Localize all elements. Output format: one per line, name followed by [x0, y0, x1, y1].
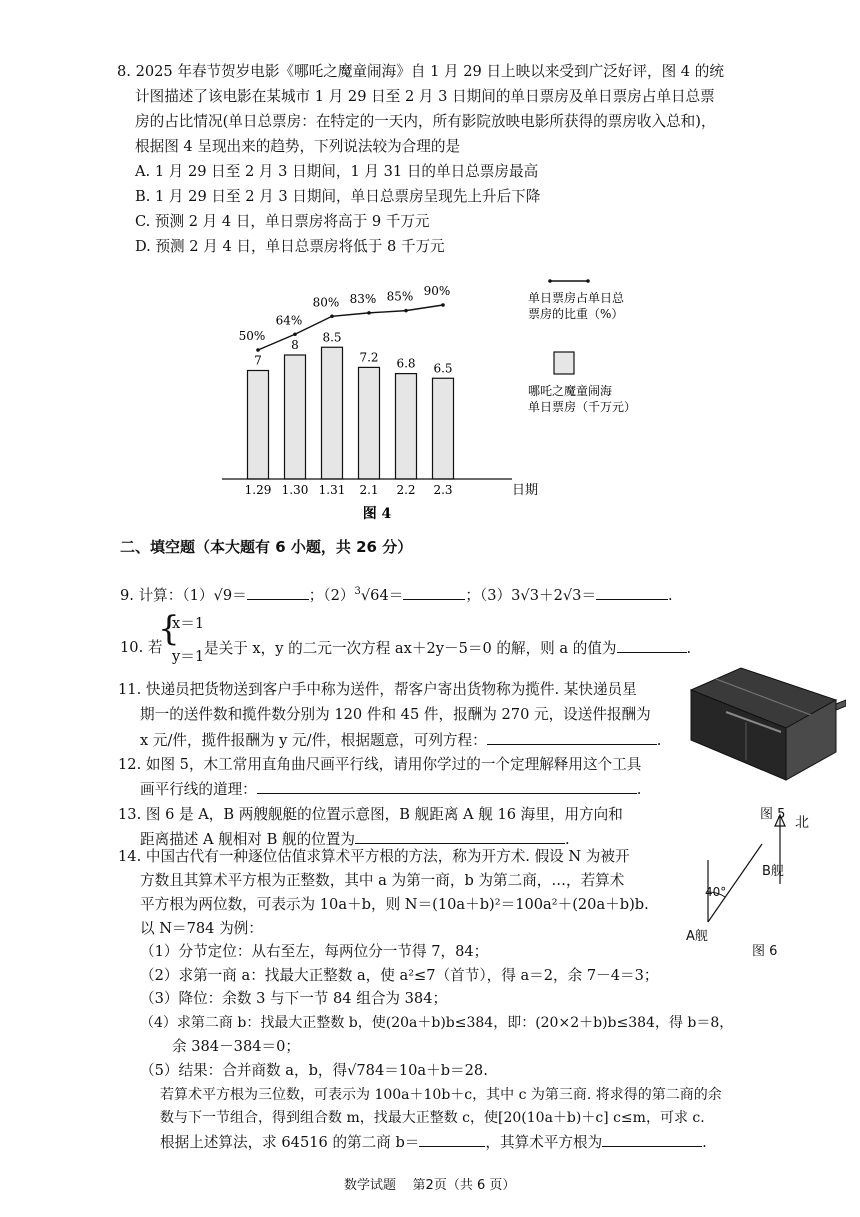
- bar-value-label: 6.5: [433, 361, 453, 376]
- x-tick-label: 1.29: [244, 483, 272, 497]
- q9-part3-label: ；（3）3√3＋2√3＝: [465, 586, 597, 604]
- q14-line-2: 方数且其算术平方根为正整数，其中 a 为第一商，b 为第二商，…，若算术: [140, 872, 625, 889]
- percentage-label: 64%: [275, 313, 303, 328]
- q10-prefix: 10. 若: [120, 639, 163, 656]
- q12-end: .: [636, 781, 642, 798]
- bar-1.29: [248, 371, 269, 480]
- q11-end: .: [656, 732, 662, 749]
- q8-option-b: B. 1 月 29 日至 2 月 3 日期间，单日总票房呈现先上升后下降: [135, 188, 541, 205]
- q11-blank[interactable]: [487, 730, 657, 745]
- legend-bar-marker: [554, 352, 574, 374]
- angle-label: 40°: [705, 885, 727, 899]
- q8-option-d: D. 预测 2 月 4 日，单日总票房将低于 8 千万元: [135, 238, 445, 255]
- figure-5-image: [686, 660, 846, 810]
- q11-line-3: [140, 730, 661, 751]
- q8-option-c: C. 预测 2 月 4 日，单日票房将高于 9 千万元: [135, 213, 430, 230]
- percentage-line: [258, 305, 443, 350]
- q12-blank[interactable]: [257, 779, 637, 794]
- q14-mid: ，其算术平方根为: [485, 1134, 603, 1151]
- section-2-title: 二、填空题（本大题有 6 小题，共 26 分）: [120, 538, 413, 556]
- q11-line-3-text: x 元/件，揽件报酬为 y 元/件，根据题意，可列方程：: [140, 732, 487, 749]
- x-tick-label: 1.30: [281, 483, 309, 497]
- x-tick-label: 2.2: [396, 483, 416, 497]
- x-tick-label: 1.31: [318, 483, 346, 497]
- footer-page: 第2页（共 6 页）: [412, 1178, 516, 1193]
- q10-condition-y: y＝1: [172, 648, 205, 665]
- legend-line-label-2: 票房的比重（%）: [528, 307, 624, 321]
- bar-1.30: [285, 355, 306, 479]
- q10-brace: {: [158, 609, 180, 649]
- q9-cube-index: 3: [354, 586, 361, 597]
- percentage-label: 83%: [349, 291, 377, 306]
- q11-line-2: 期一的送件数和揽件数分别为 120 件和 45 件，报酬为 270 元，设送件报酬为: [140, 706, 651, 723]
- q12-line-2: [140, 779, 641, 800]
- ship-b-label: B舰: [762, 864, 784, 879]
- q9-sqrt9: √9＝: [213, 586, 247, 604]
- q13-line-1: 13. 图 6 是 A，B 两艘舰艇的位置示意图，B 舰距离 A 舰 16 海里，用方向和: [118, 806, 623, 823]
- bar-2.1: [359, 367, 380, 479]
- q8-line-4: 根据图 4 呈现出来的趋势，下列说法较为合理的是: [135, 138, 461, 155]
- bar-value-label: 6.8: [396, 356, 416, 371]
- q13-line-2-text: 距离描述 A 舰相对 B 舰的位置为: [140, 831, 355, 848]
- bar-value-label: 7: [254, 353, 262, 368]
- q8-option-a: A. 1 月 29 日至 2 月 3 日期间，1 月 31 日的单日总票房最高: [135, 163, 539, 180]
- q14-line-13-text: 根据上述算法，求 64516 的第二商 b＝: [160, 1134, 420, 1151]
- q11-line-1: 11. 快递员把货物送到客户手中称为送件，帮客户寄出货物称为揽件. 某快递员星: [118, 681, 637, 698]
- legend-bar-label-1: 哪吒之魔童闹海: [528, 384, 613, 398]
- percentage-point: [441, 303, 445, 307]
- x-tick-label: 2.3: [433, 483, 453, 497]
- q8-line-2: 计图描述了该电影在某城市 1 月 29 日至 2 月 3 日期间的单日票房及单日票房占单日总票: [135, 88, 715, 105]
- bar-value-label: 7.2: [359, 350, 379, 365]
- q8-line-3: 房的占比情况(单日总票房：在特定的一天内，所有影院放映电影所获得的票房收入总和)，: [135, 113, 716, 130]
- figure-4-chart: [0, 270, 860, 530]
- percentage-label: 90%: [423, 284, 451, 298]
- q9-cbrt64: √64＝: [360, 586, 404, 604]
- bar-2.3: [433, 378, 454, 479]
- q8-line-1: 8. 2025 年春节贺岁电影《哪吒之魔童闹海》自 1 月 29 日上映以来受到广泛好评，图 4 的统: [117, 63, 724, 80]
- percentage-label: 80%: [312, 295, 340, 310]
- ship-a-label: A舰: [686, 929, 708, 944]
- x-axis-label: 日期: [512, 483, 539, 498]
- bar-value-label: 8: [291, 338, 299, 352]
- a-to-b-line: [708, 844, 762, 922]
- footer-subject: 数学试题: [344, 1178, 397, 1193]
- figure-4-caption: 图 4: [362, 506, 392, 522]
- q14-step-1: （1）分节定位：从右至左，每两位分一节得 7，84；: [140, 943, 489, 960]
- q10-condition-x: x＝1: [172, 615, 205, 632]
- q9-part1-label: 9. 计算：（1）: [120, 586, 214, 604]
- q10-text: [204, 638, 691, 659]
- x-tick-label: 2.1: [359, 483, 379, 497]
- q9-part2-label: ；（2）: [308, 586, 355, 604]
- bar-1.31: [322, 347, 343, 479]
- q12-line-2-text: 画平行线的道理：: [140, 781, 257, 798]
- q9-blank-1[interactable]: [247, 585, 309, 600]
- percentage-point: [293, 332, 297, 336]
- percentage-point: [404, 309, 408, 313]
- q14-line-13: [160, 1132, 707, 1153]
- legend-line-label-1: 单日票房占单日总: [528, 291, 625, 305]
- q9-blank-2[interactable]: [403, 585, 465, 600]
- north-label: 北: [795, 815, 809, 831]
- q9-end: .: [668, 586, 673, 604]
- percentage-point: [330, 314, 334, 318]
- figure-6-caption: 图 6: [752, 944, 778, 959]
- percentage-point: [367, 311, 371, 315]
- q9-blank-3[interactable]: [596, 585, 668, 600]
- bar-2.2: [396, 374, 417, 479]
- q14-line-1: 14. 中国古代有一种逐位估值求算术平方根的方法，称为开方术. 假设 N 为被开: [118, 848, 630, 865]
- q14-step-4: （4）求第二商 b：找最大正整数 b，使(20a＋b)b≤384，即：(20×2＋b)b≤384，得 b＝8，: [140, 1015, 734, 1031]
- q10-end: .: [686, 640, 692, 657]
- q10-body: 是关于 x，y 的二元一次方程 ax＋2y－5＝0 的解，则 a 的值为: [204, 640, 617, 657]
- bar-value-label: 8.5: [322, 330, 342, 345]
- footer: [344, 1174, 515, 1193]
- percentage-label: 85%: [386, 289, 414, 304]
- q10-blank[interactable]: [617, 638, 687, 653]
- legend-bar-label-2: 单日票房（千万元）: [528, 400, 637, 414]
- q14-step-5: （5）结果：合并商数 a，b，得√784＝10a＋b＝28.: [140, 1062, 488, 1079]
- percentage-label: 50%: [238, 329, 266, 343]
- q14-end: .: [702, 1134, 707, 1151]
- q14-blank-b[interactable]: [419, 1132, 485, 1147]
- q12-line-1: 12. 如图 5，木工常用直角曲尺画平行线，请用你学过的一个定理解释用这个工具: [118, 756, 642, 773]
- q13-blank[interactable]: [355, 829, 565, 844]
- figure-5-caption: 图 5: [760, 807, 786, 822]
- q14-step-2: （2）求第一商 a：找最大正整数 a，使 a²≤7（首节），得 a＝2，余 7－4＝3；: [140, 967, 659, 984]
- q14-line-3: 平方根为两位数，可表示为 10a＋b，则 N＝(10a＋b)²＝100a²＋(20a＋b)b.: [140, 896, 649, 913]
- q14-step-4-cont: 余 384－384＝0；: [172, 1038, 301, 1055]
- percentage-point: [256, 348, 260, 352]
- q14-blank-root[interactable]: [602, 1132, 702, 1147]
- q14-line-12: 数与下一节组合，得到组合数 m，找最大正整数 c，使[20(10a＋b)＋c] c≤m，可求 c.: [160, 1110, 705, 1126]
- q9: [120, 582, 673, 606]
- q14-line-11: 若算术平方根为三位数，可表示为 100a＋10b＋c，其中 c 为第三商. 将求得的第二商的余: [160, 1087, 722, 1103]
- q13-end: .: [564, 831, 570, 848]
- q14-line-4: 以 N＝784 为例：: [140, 920, 263, 937]
- q14-step-3: （3）降位：余数 3 与下一节 84 组合为 384；: [140, 990, 448, 1007]
